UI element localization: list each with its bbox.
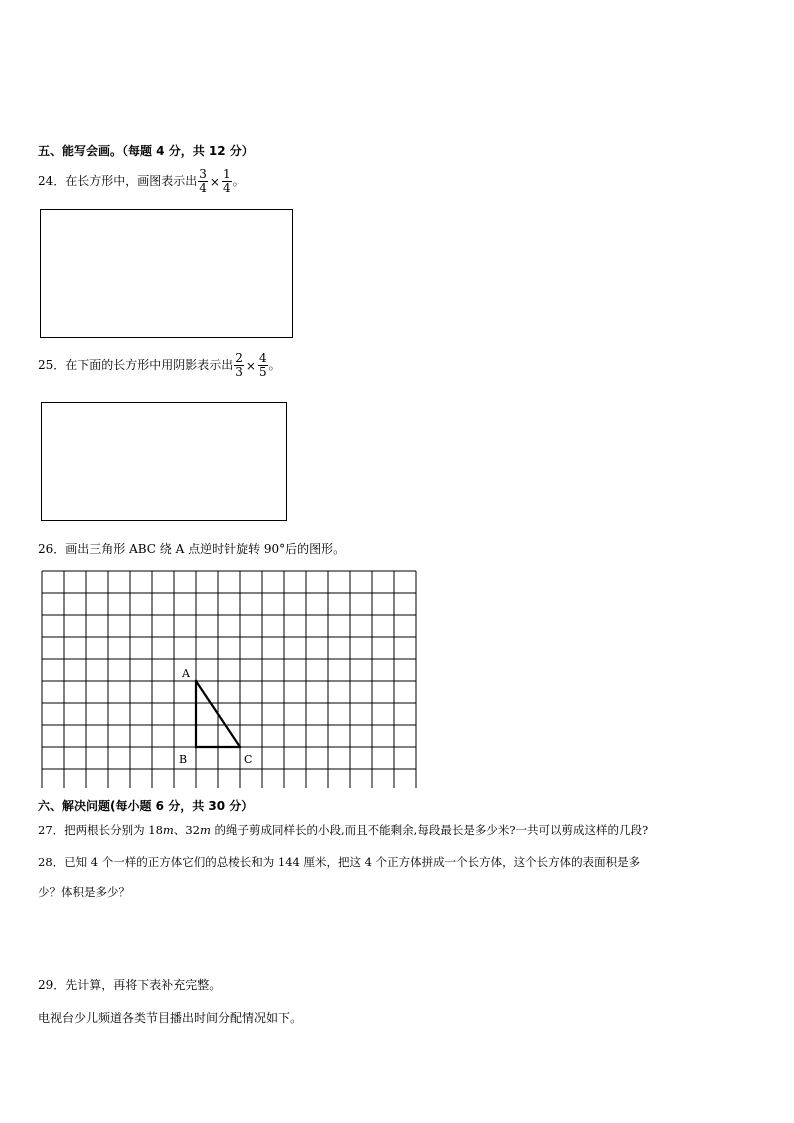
- fraction-denominator: 4: [222, 181, 231, 195]
- point-label-b: B: [179, 753, 188, 766]
- section-title-5: 五、能写会画。（每题 4 分，共 12 分）: [38, 144, 254, 158]
- section-title-6: 六、解决问题(每小题 6 分，共 30 分）: [38, 799, 254, 813]
- grid-lines: [42, 571, 416, 788]
- question-27: [38, 822, 648, 838]
- question-27-part: 的绳子剪成同样长的小段,而且不能剩余,每段最长是多少米?一共可以剪成这样的几段?: [210, 823, 649, 837]
- unit-m: m: [199, 823, 211, 837]
- rectangle-25[interactable]: [41, 402, 287, 521]
- multiply-sign: ×: [209, 174, 220, 189]
- period: 。: [268, 358, 281, 372]
- fraction-3-4: [198, 168, 208, 195]
- fraction-denominator: 5: [258, 365, 267, 379]
- question-26-text: 26．画出三角形 ABC 绕 A 点逆时针旋转 90°后的图形。: [38, 542, 346, 556]
- fraction-denominator: 4: [199, 181, 207, 195]
- question-24-text: 24．在长方形中，画图表示出: [38, 174, 198, 188]
- question-25-text: 25．在下面的长方形中用阴影表示出: [38, 358, 234, 372]
- grid-svg[interactable]: [40, 570, 420, 788]
- fraction-denominator: 3: [235, 365, 243, 379]
- fraction-numerator: 4: [258, 351, 267, 365]
- question-24: [38, 168, 245, 195]
- fraction-1-4: [222, 168, 232, 195]
- question-29-line1: 29．先计算，再将下表补充完整。: [38, 978, 222, 992]
- unit-m: m: [162, 823, 174, 837]
- point-label-c: C: [244, 753, 253, 766]
- fraction-numerator: 1: [222, 167, 231, 181]
- fraction-numerator: 3: [199, 167, 207, 181]
- question-28-line1: 28．已知 4 个一样的正方体它们的总棱长和为 144 厘米，把这 4 个正方体拼成一个长方体，这个长方体的表面积是多: [38, 855, 641, 869]
- multiply-sign: ×: [245, 358, 256, 373]
- question-28-line2: 少？体积是多少？: [38, 885, 130, 899]
- fraction-4-5: [258, 352, 268, 379]
- question-27-part: 27．把两根长分别为 18: [38, 823, 163, 837]
- question-27-part: 、32: [173, 823, 200, 837]
- point-label-a: A: [182, 667, 190, 680]
- question-25: [38, 352, 281, 379]
- rectangle-24[interactable]: [40, 209, 293, 338]
- fraction-2-3: [234, 352, 244, 379]
- fraction-numerator: 2: [235, 351, 243, 365]
- square-grid[interactable]: [40, 570, 420, 788]
- question-29-line2: 电视台少儿频道各类节目播出时间分配情况如下。: [38, 1011, 303, 1025]
- period: 。: [232, 174, 245, 188]
